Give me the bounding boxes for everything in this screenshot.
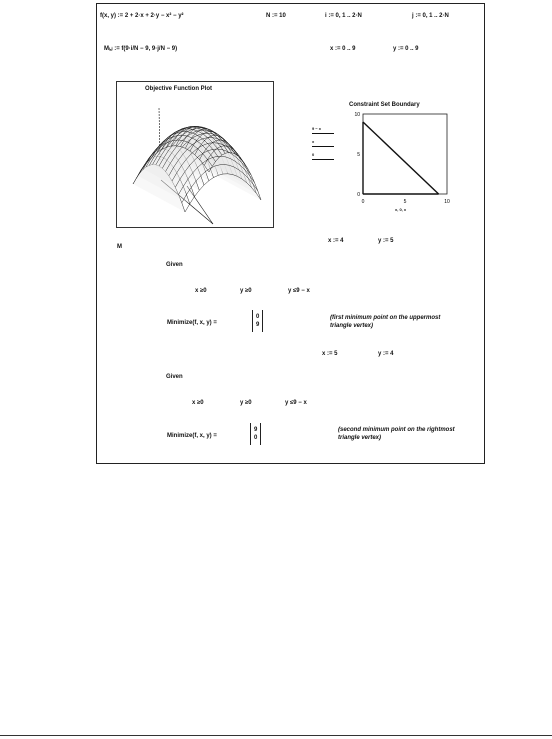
note-1: (first minimum point on the uppermost triangle vertex) <box>330 315 441 329</box>
result-2-y: 0 <box>254 435 258 441</box>
legend-label-2: x <box>312 139 315 144</box>
legend-line-2 <box>312 146 334 147</box>
x-tick-label: 0 <box>361 199 365 205</box>
result-1-y: 9 <box>256 322 260 328</box>
legend-line-1 <box>312 133 334 134</box>
note-2: (second minimum point on the rightmost triangle vertex) <box>338 427 455 441</box>
surface-plot-title: Objective Function Plot <box>145 86 213 92</box>
y-range: y := 0 .. 9 <box>393 46 419 52</box>
constraint-series-1 <box>363 122 439 194</box>
result-2-x: 9 <box>254 427 258 433</box>
given-2: Given <box>166 374 183 380</box>
legend-label-1: 9 − x <box>312 126 322 131</box>
n-definition: N := 10 <box>266 13 286 19</box>
constraint-2-2: y ≥0 <box>240 400 252 406</box>
minimize-1: Minimize(f, x, y) = <box>167 320 217 326</box>
matrix-definition: Mᵢ,ⱼ := f(9·i/N − 9, 9·j/N − 9) <box>104 46 178 52</box>
constraint-plot-title: Constraint Set Boundary <box>349 102 420 108</box>
surface-plot <box>116 81 274 228</box>
y-tick-label: 10 <box>354 112 360 118</box>
constraint-legend <box>312 126 334 160</box>
legend-label-3: 0 <box>312 152 315 157</box>
constraint-1-1: x ≥0 <box>195 288 207 294</box>
result-matrix-1 <box>252 310 263 332</box>
y-tick-label: 5 <box>357 152 360 158</box>
y-tick-label: 0 <box>357 192 360 198</box>
constraint-xlabel: x, 0, x <box>395 207 407 212</box>
function-definition: f(x, y) := 2 + 2·x + 2·y − x² − y² <box>100 13 184 19</box>
x-range: x := 0 .. 9 <box>330 46 356 52</box>
constraint-1-3: y ≤9 − x <box>288 288 310 294</box>
x-tick-label: 5 <box>403 199 407 205</box>
j-range: j := 0, 1 .. 2·N <box>412 13 449 19</box>
new-guess-x: x := 5 <box>322 351 338 357</box>
result-matrix-2 <box>250 423 261 445</box>
new-guess-y: y := 4 <box>378 351 394 357</box>
i-range: i := 0, 1 .. 2·N <box>325 13 362 19</box>
mathcad-worksheet <box>96 3 485 464</box>
result-1-x: 0 <box>256 314 260 320</box>
minimize-2: Minimize(f, x, y) = <box>167 433 217 439</box>
constraint-2-3: y ≤9 − x <box>285 400 307 406</box>
surface-plot-graphic <box>117 82 273 227</box>
constraint-1-2: y ≥0 <box>240 288 252 294</box>
legend-line-3 <box>312 159 334 160</box>
page-bottom-rule <box>0 735 552 736</box>
constraint-2-1: x ≥0 <box>192 400 204 406</box>
x-tick-label: 10 <box>444 199 450 205</box>
matrix-reference: M <box>117 244 122 250</box>
given-1: Given <box>166 262 183 268</box>
initial-guess-x: x := 4 <box>328 238 344 244</box>
initial-guess-y: y := 5 <box>378 238 394 244</box>
